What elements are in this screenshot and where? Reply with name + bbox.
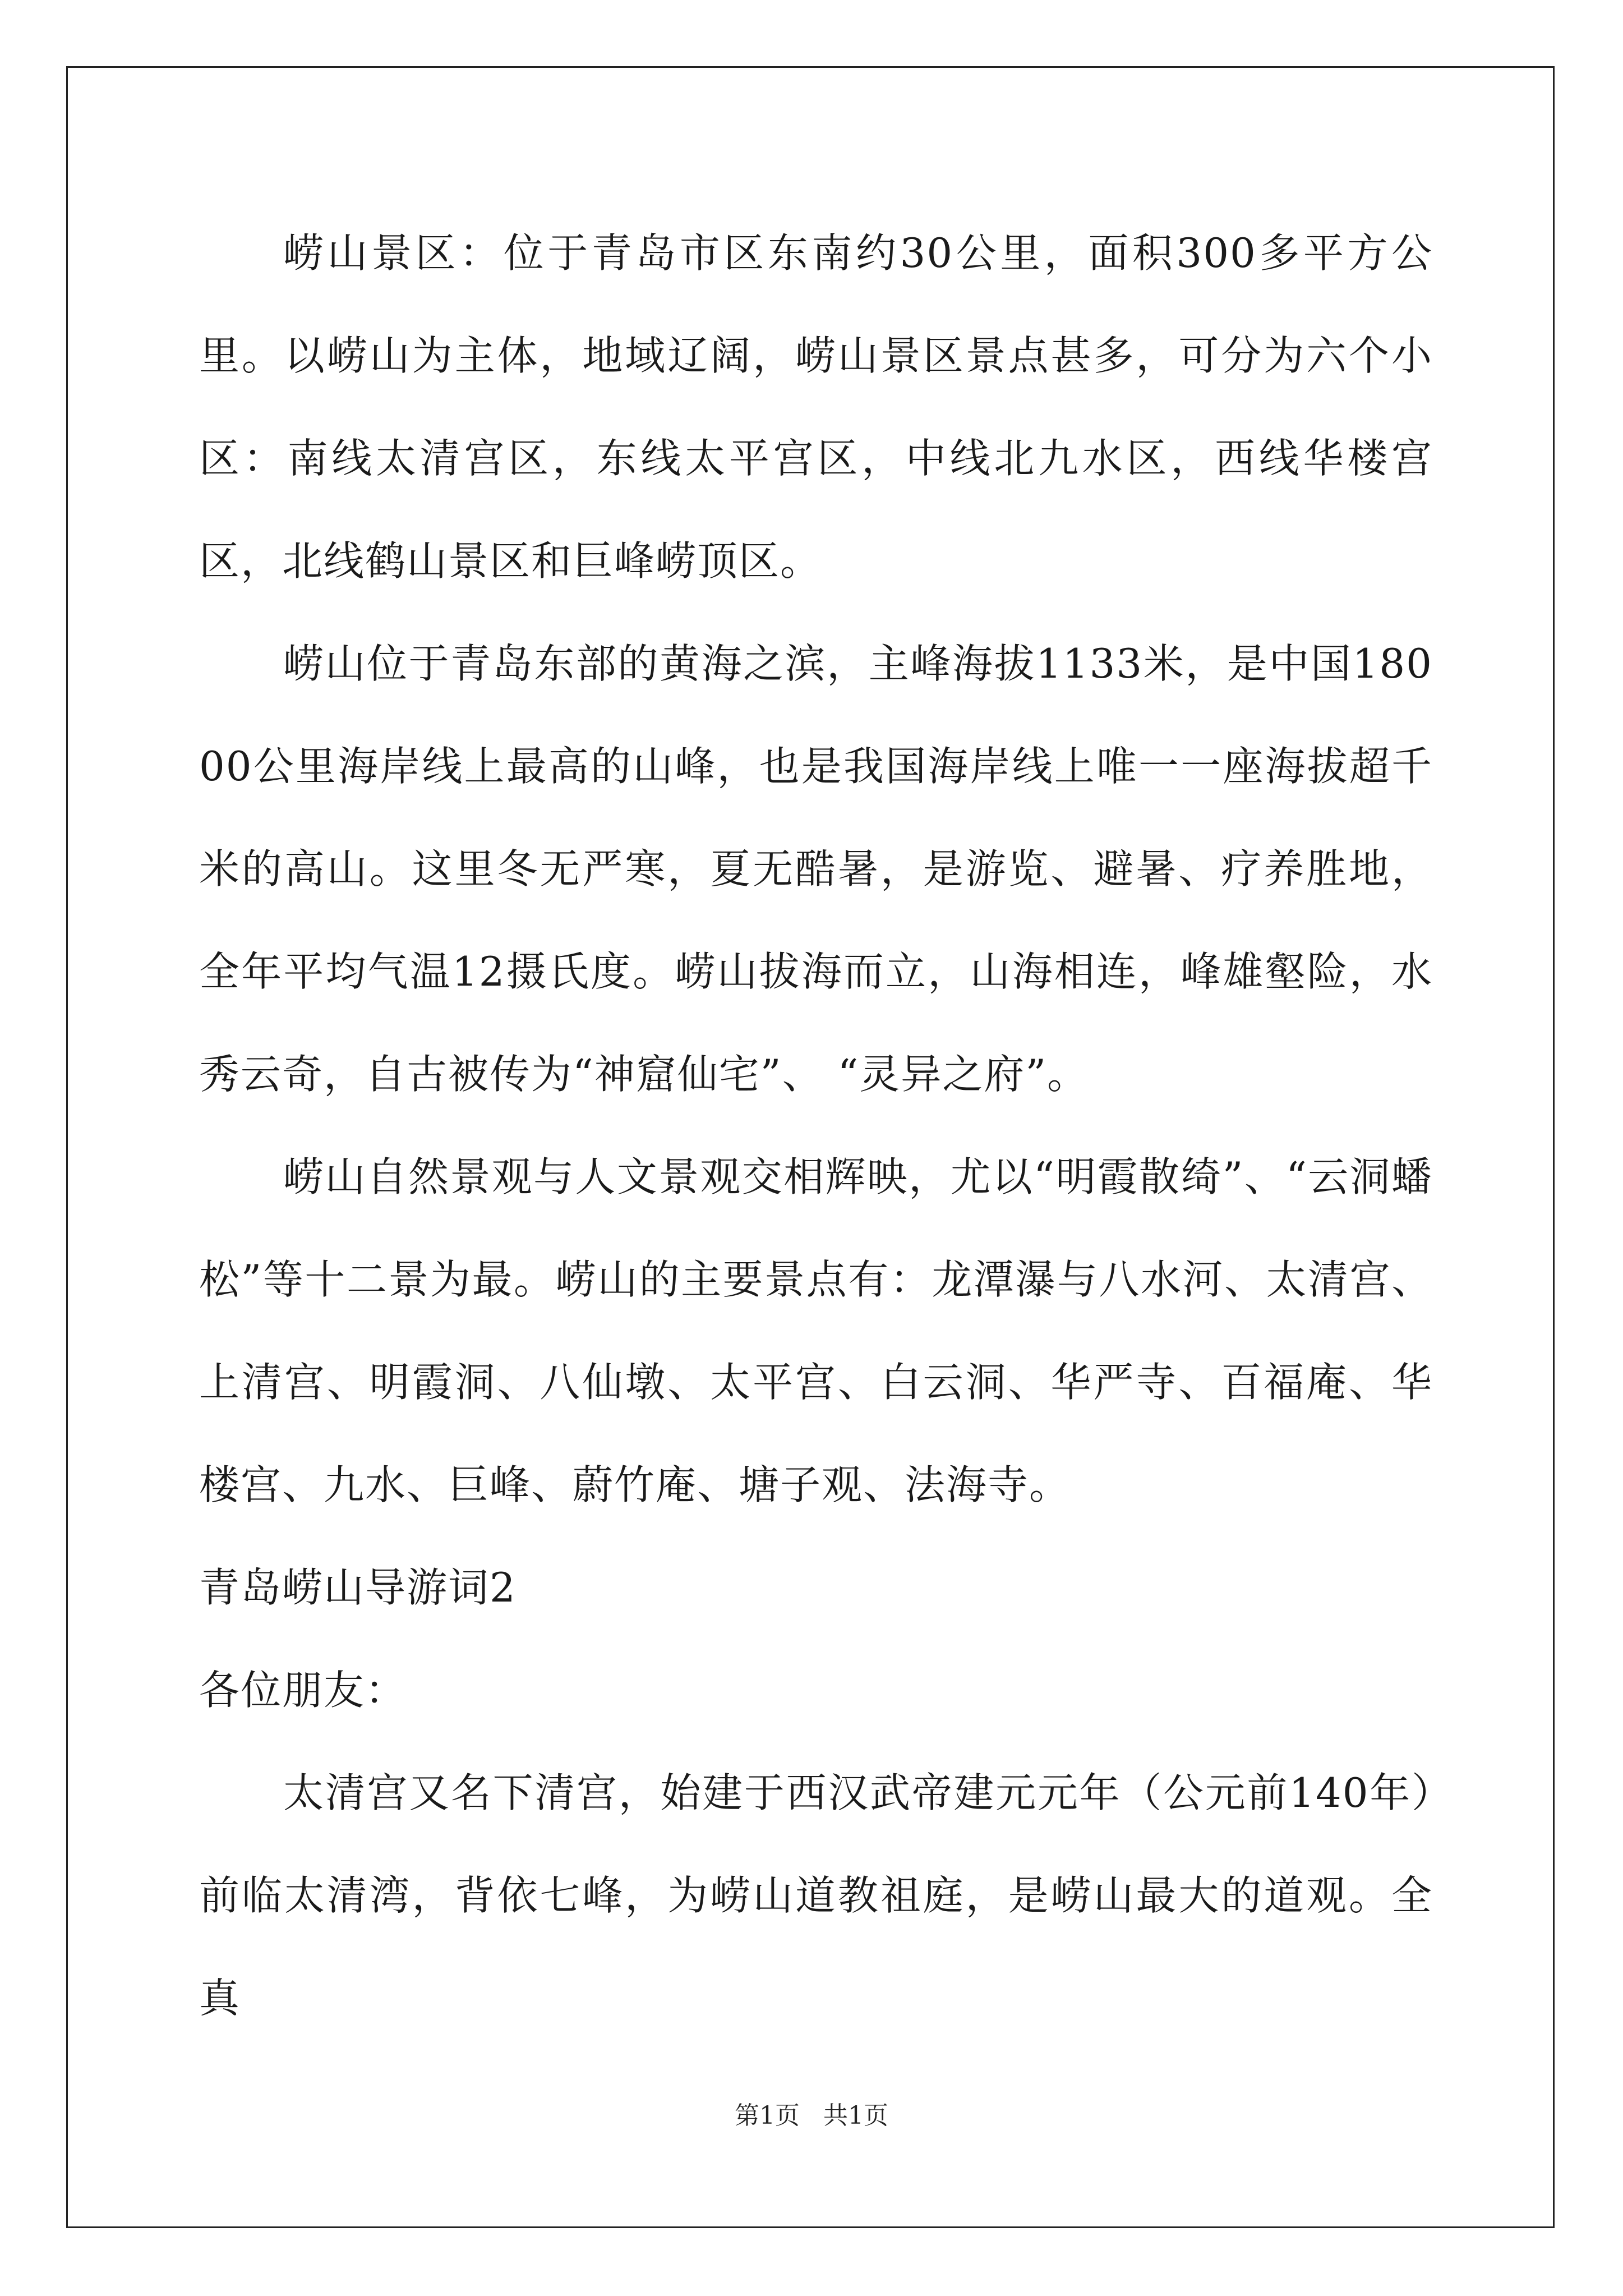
paragraph-laoshan-location: 崂山位于青岛东部的黄海之滨，主峰海拔1133米，是中国18000公里海岸线上最高的山峰，也是我国海岸线上唯一一座海拔超千米的高山。这里冬无严寒，夏无酷暑，是游览、避暑、疗养胜地，全年平均气温12摄氏度。崂山拔海而立，山海相连，峰雄壑险，水秀云奇，自古被传为“神窟仙宅”、 “灵异之府”。 (199, 640, 1433, 1098)
paragraph-laoshan-scenic-area: 崂山景区：位于青岛市区东南约30公里，面积300多平方公里。以崂山为主体，地域辽阔，崂山景区景点甚多，可分为六个小区：南线太清宫区，东线太平宫区，中线北九水区，西线华楼宫区，北线鹤山景区和巨峰崂顶区。 (199, 229, 1433, 585)
greeting-line: 各位朋友： (199, 1667, 407, 1714)
section-heading: 青岛崂山导游词2 (199, 1564, 517, 1611)
paragraph-laoshan-landscape: 崂山自然景观与人文景观交相辉映，尤以“明霞散绮”、“云洞蟠松”等十二景为最。崂山的主要景点有：龙潭瀑与八水河、太清宫、上清宫、明霞洞、八仙墩、太平宫、白云洞、华严寺、百福庵、华楼宫、九水、巨峰、蔚竹庵、塘子观、法海寺。 (199, 1153, 1433, 1508)
document-body (199, 202, 1433, 2050)
page-footer: 第1页 共1页 (735, 2101, 888, 2130)
paragraph-taiqing-palace: 太清宫又名下清宫，始建于西汉武帝建元元年（公元前140年）前临太清湾，背依七峰，为崂山道教祖庭，是崂山最大的道观。全真 (199, 1769, 1433, 2022)
